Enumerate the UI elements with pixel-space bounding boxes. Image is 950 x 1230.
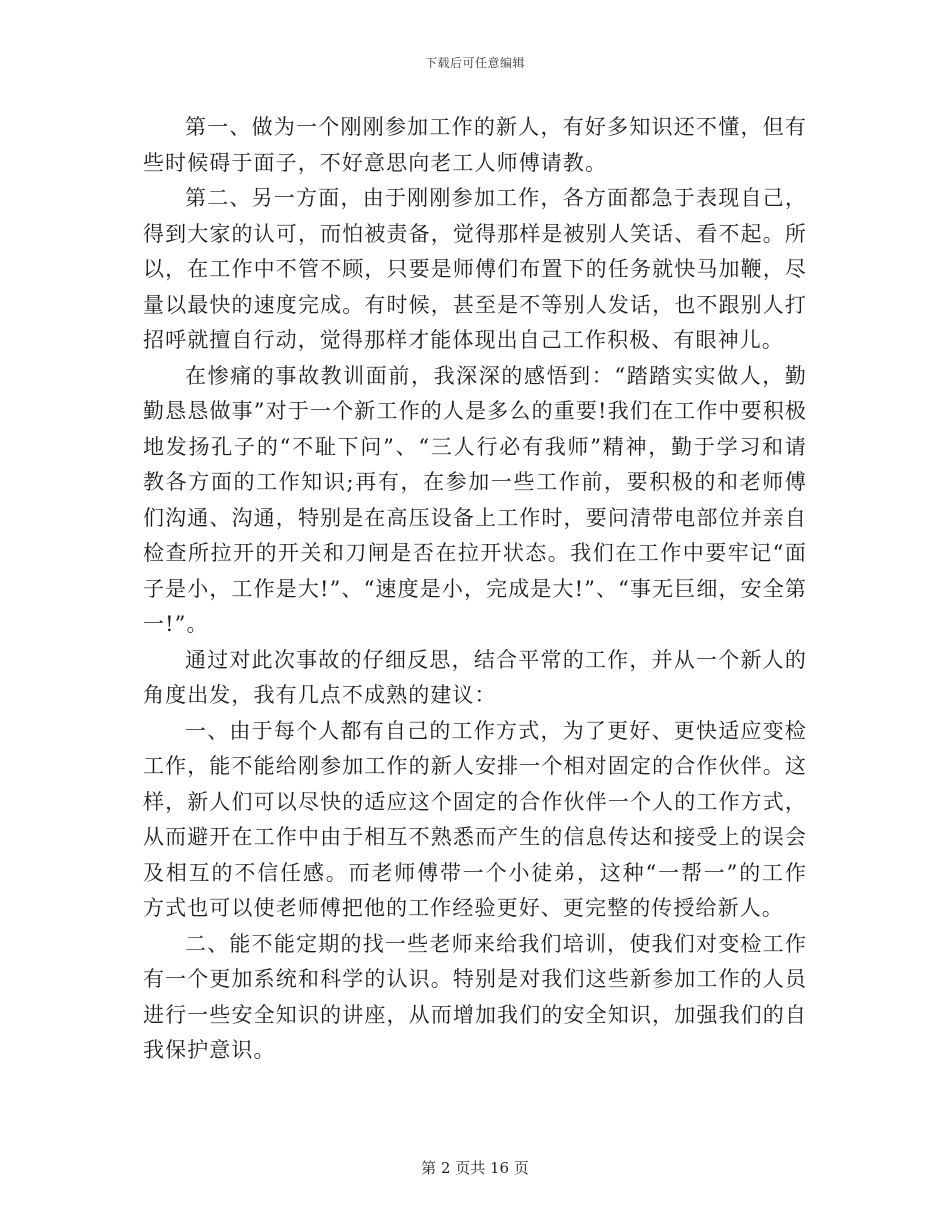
paragraph-2: 第二、另一方面，由于刚刚参加工作，各方面都急于表现自己，得到大家的认可，而怕被责备，觉得那样是被别人笑话、看不起。所以，在工作中不管不顾，只要是师傅们布置下的任务就快马加鞭，尽量以最快的速度完成。有时候，甚至是不等别人发话，也不跟别人打招呼就擅自行动，觉得那样才能体现出自己工作积极、有眼神儿。 — [143, 186, 807, 352]
paragraph-4: 通过对此次事故的仔细反思，结合平常的工作，并从一个新人的角度出发，我有几点不成熟的建议： — [143, 647, 807, 707]
paragraph-3: 在惨痛的事故教训面前，我深深的感悟到：“踏踏实实做人，勤勤恳恳做事”对于一个新工作的人是多么的重要!我们在工作中要积极地发扬孔子的“不耻下问”、“三人行必有我师”精神，勤于学习和请教各方面的工作知识;再有，在参加一些工作前，要积极的和老师傅们沟通、沟通，特别是在高压设备上工作时，要问清带电部位并亲自检查所拉开的开关和刀闸是否在拉开状态。我们在工作中要牢记“面子是小，工作是大!”、“速度是小，完成是大!”、“事无巨细，安全第一!”。 — [143, 363, 807, 636]
page-header-note: 下载后可任意编辑 — [424, 56, 525, 70]
document-body — [143, 110, 807, 1069]
page-number: 第 2 页共 16 页 — [421, 1159, 529, 1177]
paragraph-5: 一、由于每个人都有自己的工作方式，为了更好、更快适应变检工作，能不能给刚参加工作的新人安排一个相对固定的合作伙伴。这样，新人们可以尽快的适应这个固定的合作伙伴一个人的工作方式，从而避开在工作中由于相互不熟悉而产生的信息传达和接受上的误会及相互的不信任感。而老师傅带一个小徒弟，这种“一帮一”的工作方式也可以使老师傅把他的工作经验更好、更完整的传授给新人。 — [143, 718, 807, 920]
paragraph-1: 第一、做为一个刚刚参加工作的新人，有好多知识还不懂，但有些时候碍于面子，不好意思向老工人师傅请教。 — [143, 115, 807, 175]
paragraph-6: 二、能不能定期的找一些老师来给我们培训，使我们对变检工作有一个更加系统和科学的认识。特别是对我们这些新参加工作的人员进行一些安全知识的讲座，从而增加我们的安全知识，加强我们的自我保护意识。 — [143, 931, 807, 1062]
